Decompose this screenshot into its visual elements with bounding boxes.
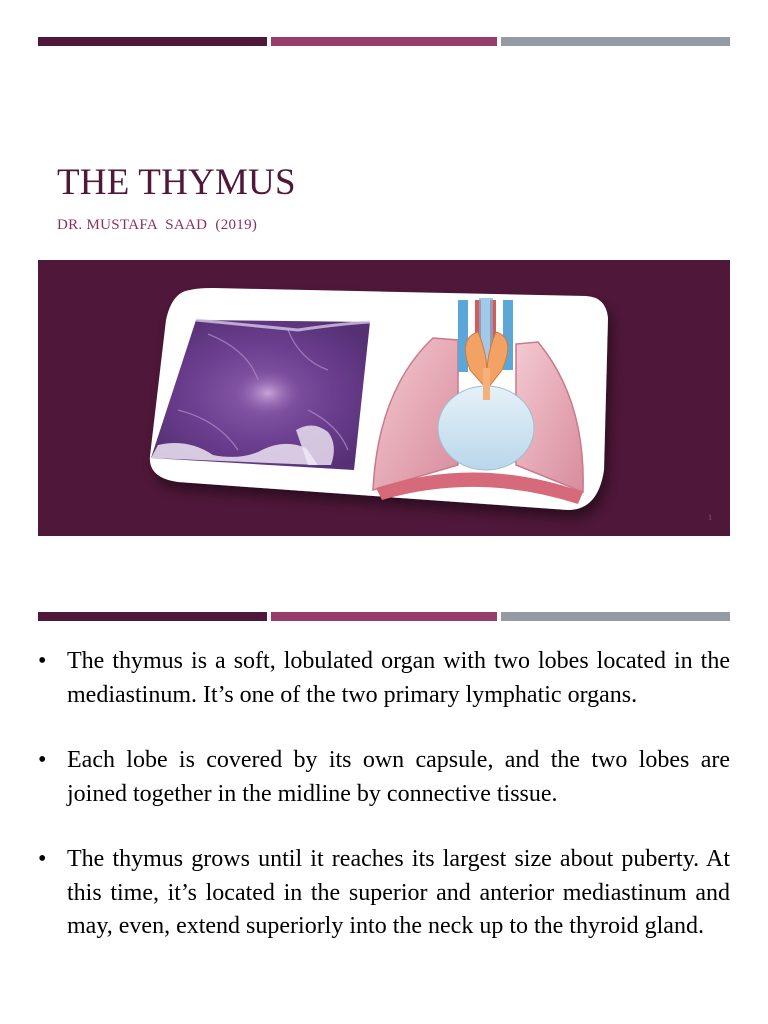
bullet-text: Each lobe is covered by its own capsule, and the two lobes are joined together in the midline by connective tissue. — [67, 747, 730, 807]
bar-segment-dark — [38, 37, 267, 46]
bar-segment-gray — [501, 37, 730, 46]
slide1-top-bar — [38, 37, 730, 46]
bullet-item — [38, 744, 730, 811]
bullet-symbol: • — [38, 846, 47, 872]
bullet-item — [38, 645, 730, 712]
slide-number: 1 — [708, 513, 712, 522]
title-banner — [38, 260, 730, 536]
slide-title: THE THYMUS — [57, 162, 296, 203]
histology-and-anatomy-image — [38, 260, 730, 536]
bar-segment-magenta — [271, 37, 497, 46]
bullet-symbol: • — [38, 747, 47, 773]
bullet-list — [38, 645, 730, 976]
bullet-symbol: • — [38, 648, 47, 674]
bullet-text: The thymus grows until it reaches its largest size about puberty. At this time, it’s located in the superior and anterior mediastinum and may, even, extend superiorly into the neck up to the thyroid gland. — [67, 846, 730, 939]
bullet-text: The thymus is a soft, lobulated organ with two lobes located in the mediastinum. It’s one of the two primary lymphatic organs. — [67, 648, 730, 708]
slide2-top-bar — [38, 612, 730, 621]
slide-subtitle: DR. MUSTAFA SAAD (2019) — [57, 217, 258, 233]
bullet-item — [38, 843, 730, 944]
bar-segment-dark — [38, 612, 267, 621]
bar-segment-magenta — [271, 612, 497, 621]
bar-segment-gray — [501, 612, 730, 621]
